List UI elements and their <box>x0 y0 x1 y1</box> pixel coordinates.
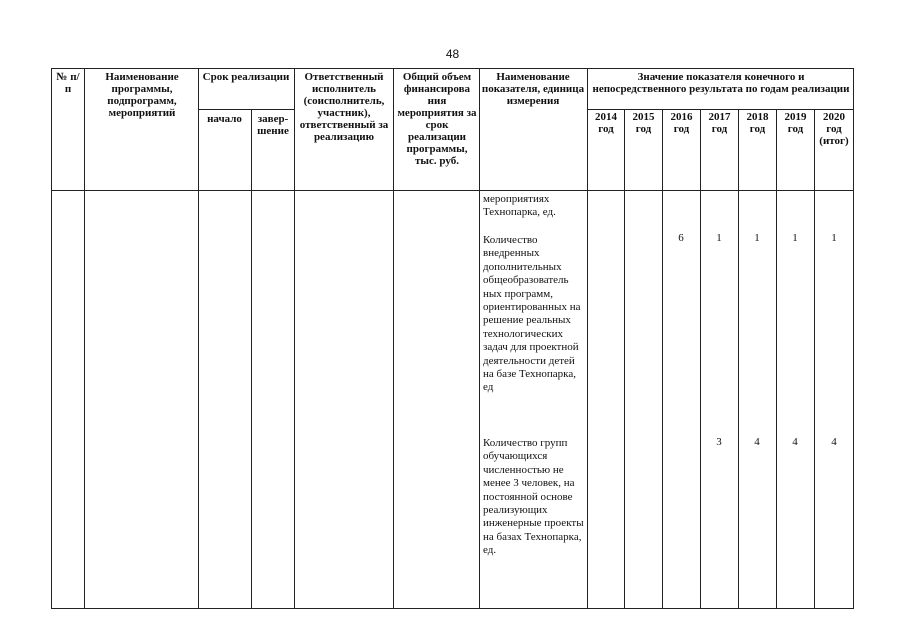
page-number: 48 <box>445 47 460 61</box>
header-year: 2019 год <box>784 111 807 135</box>
col-rule <box>738 109 739 609</box>
col-rule <box>853 68 854 609</box>
header-term: Срок реализации <box>202 71 290 83</box>
table-top-border <box>51 68 854 69</box>
header-name: Наименование программы, подпрограмм, мероприятий <box>105 71 179 119</box>
col-rule <box>251 109 252 609</box>
header-year: 2014 год <box>595 111 617 135</box>
header-year: 2015 год <box>632 111 655 135</box>
value-cell: 1 <box>716 232 722 244</box>
indicator-cell: Количество групп обучающихся численностью не менее 3 человек, на постоянной основе реализующих инженерные проекты на базах Технопарка, ед. <box>483 437 584 557</box>
col-rule <box>587 68 588 609</box>
header-bottom-rule <box>51 190 854 191</box>
term-subheader-rule <box>198 109 294 110</box>
header-start: начало <box>207 113 242 125</box>
col-rule <box>198 68 199 609</box>
header-year: 2017 год <box>708 111 731 135</box>
header-no: № п/п <box>56 71 80 95</box>
value-cell: 3 <box>716 436 722 448</box>
header-year: 2018 год <box>746 111 769 135</box>
value-cell: 1 <box>754 232 760 244</box>
value-cell: 4 <box>792 436 798 448</box>
header-indicator: Наименование показателя, единица измерения <box>481 71 585 107</box>
col-rule <box>776 109 777 609</box>
indicator-cell: Количество внедренных дополнительных общеобразователь ных программ, ориентированных на решение реальных технологических задач для проектной деятельности детей на базе Технопарка, ед <box>483 234 581 394</box>
col-rule <box>393 68 394 609</box>
indicator-cell: мероприятиях Технопарка, ед. <box>483 193 556 219</box>
value-cell: 4 <box>831 436 837 448</box>
header-end: завер-шение <box>257 113 289 137</box>
col-rule <box>662 109 663 609</box>
col-rule <box>51 68 52 609</box>
col-rule <box>479 68 480 609</box>
value-cell: 6 <box>678 232 684 244</box>
value-cell: 4 <box>754 436 760 448</box>
value-cell: 1 <box>792 232 798 244</box>
col-rule <box>84 68 85 609</box>
value-cell: 1 <box>831 232 837 244</box>
header-values: Значение показателя конечного и непосредственного результата по годам реализации <box>592 71 850 95</box>
header-funding: Общий объем финансирова ния мероприятия за срок реализации программы, тыс. руб. <box>397 71 477 167</box>
col-rule <box>294 68 295 609</box>
col-rule <box>624 109 625 609</box>
col-rule <box>814 109 815 609</box>
col-rule <box>700 109 701 609</box>
header-year: 2020 год (итог) <box>819 111 849 147</box>
table-bottom-border <box>51 608 854 609</box>
header-year: 2016 год <box>670 111 693 135</box>
header-responsible: Ответственный исполнитель (соисполнитель, участник), ответственный за реализацию <box>299 71 389 143</box>
